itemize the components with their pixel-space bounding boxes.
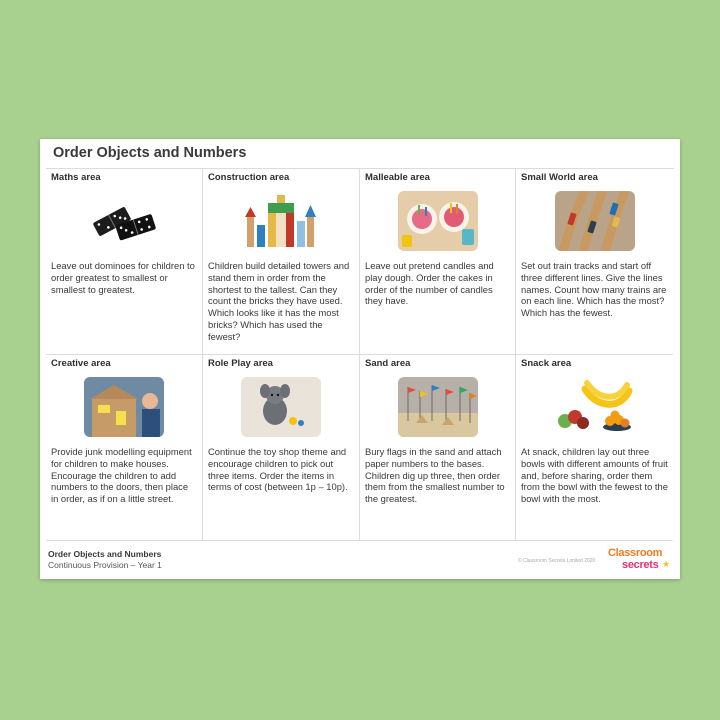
page-title: Order Objects and Numbers [53, 145, 247, 161]
star-icon: ★ [662, 559, 671, 569]
area-heading: Snack area [521, 358, 572, 369]
footer-title: Order Objects and Numbers [48, 549, 162, 559]
footer-subtitle: Continuous Provision – Year 1 [48, 560, 162, 570]
area-card-maths [46, 169, 203, 355]
area-description: Continue the toy shop theme and encourage children to pick out three items. Order the items in terms of cost (between 1p – 10p). [208, 446, 348, 493]
area-heading: Construction area [208, 172, 290, 183]
area-description: Leave out pretend candles and play dough. Order the cakes in order of the number of candles they have. [365, 260, 494, 307]
train-tracks-image [555, 191, 635, 251]
logo-line2: secrets [622, 559, 659, 571]
fruit-image [555, 377, 635, 437]
areas-grid [46, 169, 673, 541]
area-heading: Malleable area [365, 172, 430, 183]
area-description: Set out train tracks and start off three different lines. Give the lines names. Count how many trains are on each line. Which has the most? Which has the fewest. [521, 260, 667, 319]
area-description: Bury flags in the sand and attach paper numbers to the bases. Children dig up three, then order them from the smallest number to the greatest. [365, 446, 505, 505]
area-card-sand [360, 355, 516, 541]
area-description: Children build detailed towers and stand them in order from the shortest to the tallest. Can they count the bricks they have used. Which looks like it has the most bricks? Which has used the fewest? [208, 260, 350, 342]
area-description: At snack, children lay out three bowls with different amounts of fruit and, before sharing, order them from the bowl with the fewest to the bowl with the most. [521, 446, 668, 505]
area-description: Provide junk modelling equipment for children to make houses. Encourage the children to add numbers to the doors, then place in order, as if on a little street. [51, 446, 192, 505]
area-card-role-play [203, 355, 360, 541]
area-heading: Creative area [51, 358, 111, 369]
playdough-cakes-image [398, 191, 478, 251]
area-card-small-world [516, 169, 673, 355]
area-card-snack [516, 355, 673, 541]
area-heading: Maths area [51, 172, 101, 183]
area-heading: Small World area [521, 172, 598, 183]
logo-line1: Classroom [608, 547, 663, 559]
area-heading: Role Play area [208, 358, 273, 369]
area-card-malleable [360, 169, 516, 355]
area-card-creative [46, 355, 203, 541]
toy-shop-image [241, 377, 321, 437]
wooden-blocks-image [241, 191, 321, 251]
dominoes-image [84, 191, 164, 251]
area-card-construction [203, 169, 360, 355]
copyright-notice: © Classroom Secrets Limited 2020 [518, 558, 596, 564]
area-description: Leave out dominoes for children to order greatest to smallest or smallest to greatest. [51, 260, 195, 295]
classroom-secrets-logo [608, 547, 674, 573]
activity-sheet [40, 139, 680, 579]
area-heading: Sand area [365, 358, 411, 369]
junk-model-house-image [84, 377, 164, 437]
sand-flags-image [398, 377, 478, 437]
